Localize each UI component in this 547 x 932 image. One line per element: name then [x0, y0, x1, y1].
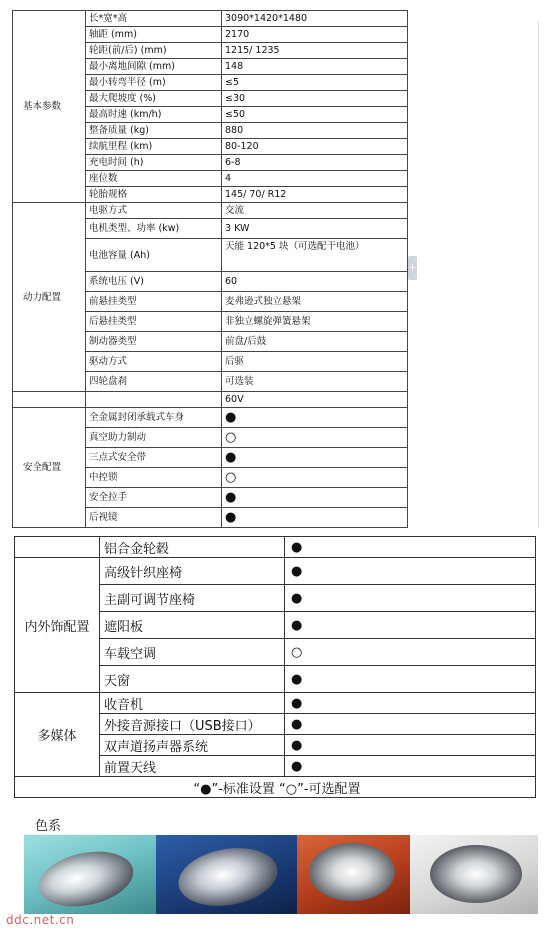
- spec-label: 高级针织座椅: [100, 558, 285, 585]
- spec-label: 铝合金轮毂: [100, 537, 285, 558]
- empty-cell: [13, 392, 86, 408]
- plus-icon: +: [408, 263, 417, 273]
- spec-label: 真空助力制动: [86, 428, 222, 448]
- spec-label: 安全拉手: [86, 488, 222, 508]
- colors-title: 色系: [35, 819, 62, 834]
- feature-mark: ●: [285, 612, 536, 639]
- legend-text: “●”-标准设置 “○”-可选配置: [15, 777, 536, 798]
- spec-label: 系统电压 (V): [86, 272, 222, 292]
- feature-mark: ○: [285, 639, 536, 666]
- spec-label: 电驱方式: [86, 203, 222, 219]
- spec-value: 145/ 70/ R12: [222, 187, 408, 203]
- spec-label: 最小离地间隙 (mm): [86, 59, 222, 75]
- divider: [538, 20, 539, 528]
- spec-label: 轴距 (mm): [86, 27, 222, 43]
- feature-mark: ●: [285, 558, 536, 585]
- spec-value: 前盘/后鼓: [222, 332, 408, 352]
- feature-mark: ●: [222, 508, 408, 528]
- spec-value: 后驱: [222, 352, 408, 372]
- spec-value: 4: [222, 171, 408, 187]
- spec-label: 轮胎规格: [86, 187, 222, 203]
- feature-mark: ○: [222, 468, 408, 488]
- feature-mark: ●: [285, 585, 536, 612]
- spec-label: 天窗: [100, 666, 285, 693]
- spec-value: ≤50: [222, 107, 408, 123]
- spec-label: 最高时速 (km/h): [86, 107, 222, 123]
- spec-value: 60: [222, 272, 408, 292]
- spec-label: 整备质量 (kg): [86, 123, 222, 139]
- spec-value: 非独立螺旋弹簧悬架: [222, 312, 408, 332]
- feature-mark: ●: [285, 714, 536, 735]
- feature-mark: ●: [222, 488, 408, 508]
- color-photos: [24, 835, 538, 914]
- category-power: 动力配置: [13, 203, 86, 392]
- spec-label: 最小转弯半径 (m): [86, 75, 222, 91]
- spec-label: 车载空调: [100, 639, 285, 666]
- feature-mark: ○: [222, 428, 408, 448]
- spec-value: 天能 120*5 块（可选配干电池）: [222, 239, 408, 272]
- spec-value: 6-8: [222, 155, 408, 171]
- spec-value: 麦弗逊式独立悬架: [222, 292, 408, 312]
- spec-value: ≤5: [222, 75, 408, 91]
- spec-value: 880: [222, 123, 408, 139]
- watermark: ddc.net.cn: [6, 913, 75, 927]
- spec-label: 遮阳板: [100, 612, 285, 639]
- spec-label: 外接音源接口（USB接口）: [100, 714, 285, 735]
- category-basic: 基本参数: [13, 11, 86, 203]
- spec-label: 后视镜: [86, 508, 222, 528]
- feature-mark: ●: [285, 735, 536, 756]
- spec-label: 后悬挂类型: [86, 312, 222, 332]
- spec-label: 主副可调节座椅: [100, 585, 285, 612]
- spec-label: 全金属封闭承载式车身: [86, 408, 222, 428]
- spec-label: 充电时间 (h): [86, 155, 222, 171]
- spec-value: 3090*1420*1480: [222, 11, 408, 27]
- headlight-photo-teal: [24, 835, 156, 914]
- headlight-photo-blue: [156, 835, 297, 914]
- empty-cell: [86, 392, 222, 408]
- feature-mark: ●: [222, 408, 408, 428]
- expand-tab[interactable]: [408, 256, 417, 280]
- spec-value: 148: [222, 59, 408, 75]
- spec-label: 三点式安全带: [86, 448, 222, 468]
- empty-cell: [15, 537, 100, 558]
- spec-value: 80-120: [222, 139, 408, 155]
- feature-mark: ●: [285, 537, 536, 558]
- headlight-photo-white: [410, 835, 538, 914]
- feature-mark: ●: [285, 666, 536, 693]
- spec-label: 双声道扬声器系统: [100, 735, 285, 756]
- spec-label: 中控锁: [86, 468, 222, 488]
- spec-label: 最大爬坡度 (%): [86, 91, 222, 107]
- headlight-photo-orange: [297, 835, 410, 914]
- category-safety: 安全配置: [13, 408, 86, 528]
- category-media: 多媒体: [15, 693, 100, 777]
- feature-mark: ●: [285, 693, 536, 714]
- spec-label: 电池容量 (Ah): [86, 239, 222, 272]
- spec-label: 驱动方式: [86, 352, 222, 372]
- spec-value: 2170: [222, 27, 408, 43]
- category-interior: 内外饰配置: [15, 558, 100, 693]
- spec-value: 交流: [222, 203, 408, 219]
- spec-label: 座位数: [86, 171, 222, 187]
- spec-table-top: [12, 10, 408, 528]
- spec-value: 60V: [222, 392, 408, 408]
- spec-label: 制动器类型: [86, 332, 222, 352]
- spec-table-bottom: [14, 536, 536, 798]
- spec-label: 前置天线: [100, 756, 285, 777]
- spec-value: 可选装: [222, 372, 408, 392]
- spec-label: 电机类型、功率 (kw): [86, 219, 222, 239]
- spec-label: 续航里程 (km): [86, 139, 222, 155]
- spec-label: 长*宽*高: [86, 11, 222, 27]
- feature-mark: ●: [222, 448, 408, 468]
- spec-label: 轮距(前/后) (mm): [86, 43, 222, 59]
- spec-label: 四轮盘刹: [86, 372, 222, 392]
- spec-value: 3 KW: [222, 219, 408, 239]
- spec-value: 1215/ 1235: [222, 43, 408, 59]
- spec-value: ≤30: [222, 91, 408, 107]
- spec-label: 收音机: [100, 693, 285, 714]
- spec-label: 前悬挂类型: [86, 292, 222, 312]
- feature-mark: ●: [285, 756, 536, 777]
